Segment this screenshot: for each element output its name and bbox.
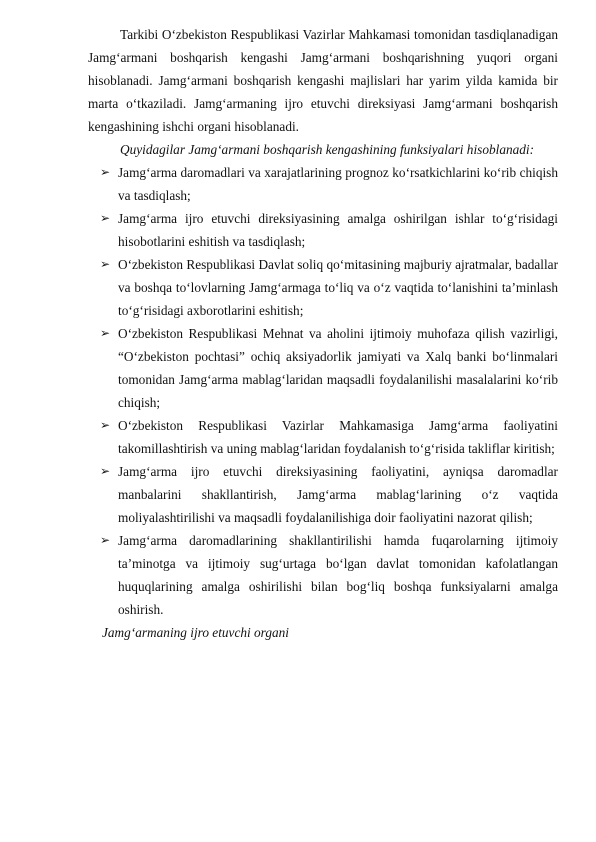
arrow-bullet-icon: ➢ (100, 533, 111, 547)
list-item-text: Jamg‘arma ijro etuvchi direksiyasining faoliyatini, ayniqsa daromadlar manbalarini shakllantirish, Jamg‘arma mablag‘larining o‘z vaqtida moliyalashtirilishi va maqsadli foydalanilishiga doir faoliyatini nazorat qilish; (118, 464, 558, 525)
list-item (88, 161, 558, 207)
list-item-text: O‘zbekiston Respublikasi Vazirlar Mahkamasiga Jamg‘arma faoliyatini takomillashtirish va uning mablag‘laridan foydalanish to‘g‘risida takliflar kiritish; (118, 418, 558, 456)
list-item-text: O‘zbekiston Respublikasi Mehnat va aholini ijtimoiy muhofaza qilish vazirligi, “O‘zbekiston pochtasi” ochiq aksiyadorlik jamiyati va Xalq banki bo‘linmalari tomonidan Jamg‘arma mablag‘laridan maqsadli foydalanilishi masalalarini ko‘rib chiqish; (118, 326, 558, 410)
section-heading: Jamg‘armaning ijro etuvchi organi (102, 625, 289, 640)
arrow-bullet-icon: ➢ (100, 326, 111, 340)
list-item-text: O‘zbekiston Respublikasi Davlat soliq qo‘mitasining majburiy ajratmalar, badallar va boshqa to‘lovlarning Jamg‘armaga to‘liq va o‘z vaqtida to‘lanishini ta’minlash to‘g‘risidagi axborotlarini eshitish; (118, 257, 558, 318)
list-item-text: Jamg‘arma daromadlarining shakllantirilishi hamda fuqarolarning ijtimoiy ta’minotga va ijtimoiy sug‘urtaga bo‘lgan davlat tomonidan kafolatlangan huquqlarining amalga oshirilishi bilan bog‘liq boshqa funksiyalarni amalga oshirish. (118, 533, 558, 617)
list-item (88, 460, 558, 529)
list-item (88, 207, 558, 253)
document-body (88, 23, 558, 644)
list-item (88, 414, 558, 460)
functions-list (88, 161, 558, 621)
arrow-bullet-icon: ➢ (100, 464, 111, 478)
arrow-bullet-icon: ➢ (100, 211, 111, 225)
arrow-bullet-icon: ➢ (100, 257, 111, 271)
list-item (88, 322, 558, 414)
list-item (88, 529, 558, 621)
list-item-text: Jamg‘arma ijro etuvchi direksiyasining amalga oshirilgan ishlar to‘g‘risidagi hisobotlarini eshitish va tasdiqlash; (118, 211, 558, 249)
functions-heading: Quyidagilar Jamg‘armani boshqarish kengashining funksiyalari hisoblanadi: (120, 142, 535, 157)
intro-paragraph: Tarkibi O‘zbekiston Respublikasi Vazirlar Mahkamasi tomonidan tasdiqlanadigan Jamg‘armani boshqarish kengashi Jamg‘armani boshqarishning yuqori organi hisoblanadi. Jamg‘armani boshqarish kengashi majlislari har yarim yilda kamida bir marta o‘tkaziladi. Jamg‘armaning ijro etuvchi direksiyasi Jamg‘armani boshqarish kengashining ishchi organi hisoblanadi. (88, 27, 558, 134)
arrow-bullet-icon: ➢ (100, 418, 111, 432)
list-item (88, 253, 558, 322)
list-item-text: Jamg‘arma daromadlari va xarajatlarining prognoz ko‘rsatkichlarini ko‘rib chiqish va tasdiqlash; (118, 165, 558, 203)
arrow-bullet-icon: ➢ (100, 165, 111, 179)
